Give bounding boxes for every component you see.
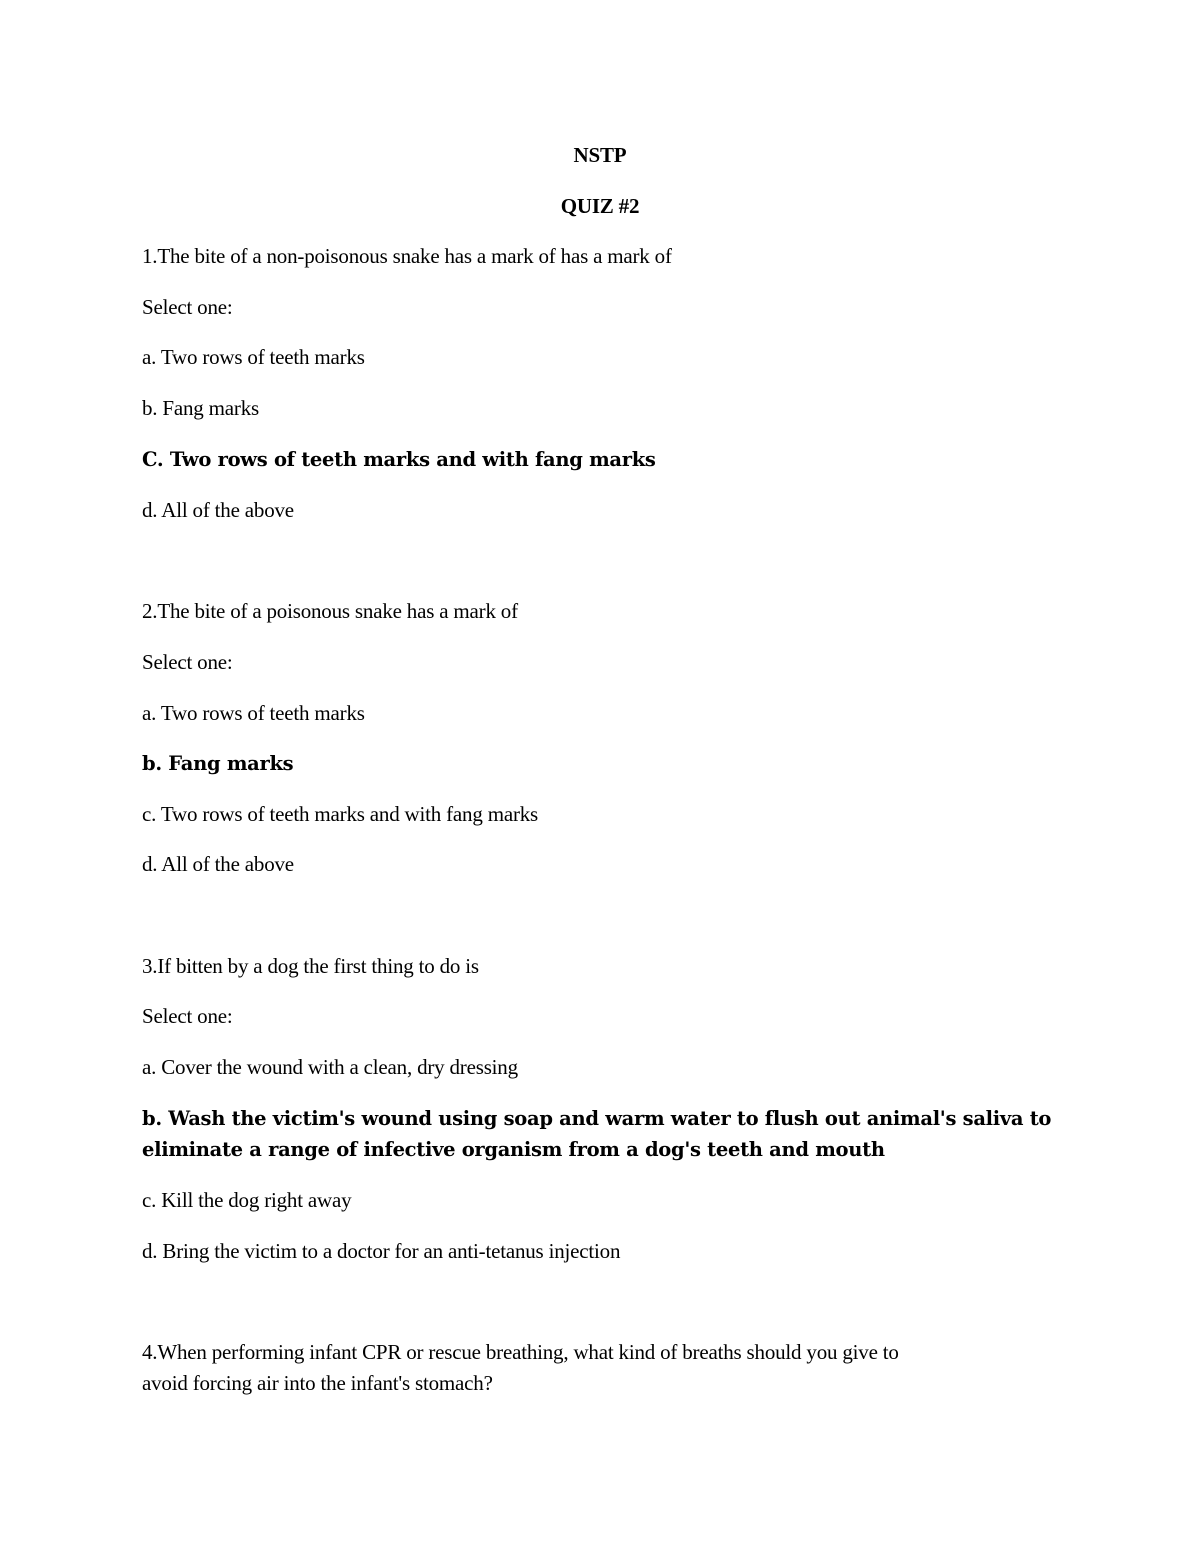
question-3-option-b-answer-line-2: eliminate a range of infective organism from a dog's teeth and mouth [142,1138,885,1161]
question-1-option-c-answer: C. Two rows of teeth marks and with fang marks [142,448,656,471]
question-4-prompt-line-1: 4.When performing infant CPR or rescue breathing, what kind of breaths should you give to [142,1340,899,1364]
question-1-option-d: d. All of the above [142,498,294,522]
question-2-option-a: a. Two rows of teeth marks [142,701,365,725]
question-1-prompt: 1.The bite of a non-poisonous snake has a mark of has a mark of [142,244,672,268]
question-3-option-c: c. Kill the dog right away [142,1188,352,1212]
question-3-option-d: d. Bring the victim to a doctor for an anti-tetanus injection [142,1239,621,1263]
question-1-option-a: a. Two rows of teeth marks [142,345,365,369]
question-1-select-label: Select one: [142,295,233,319]
quiz-heading: QUIZ #2 [560,194,640,218]
question-2-option-c: c. Two rows of teeth marks and with fang marks [142,802,539,826]
question-2-option-d: d. All of the above [142,852,294,876]
question-2-select-label: Select one: [142,650,233,674]
question-1-option-b: b. Fang marks [142,396,259,420]
question-2-option-b-answer: b. Fang marks [142,752,294,775]
question-3-select-label: Select one: [142,1004,233,1028]
question-3-option-b-answer-line-1: b. Wash the victim's wound using soap and warm water to flush out animal's saliva to [142,1107,1052,1130]
document-title: NSTP [573,143,627,167]
question-3-prompt: 3.If bitten by a dog the first thing to do is [142,954,479,978]
question-3-option-a: a. Cover the wound with a clean, dry dressing [142,1055,518,1079]
question-4-prompt-line-2: avoid forcing air into the infant's stomach? [142,1371,493,1395]
question-2-prompt: 2.The bite of a poisonous snake has a mark of [142,599,518,623]
